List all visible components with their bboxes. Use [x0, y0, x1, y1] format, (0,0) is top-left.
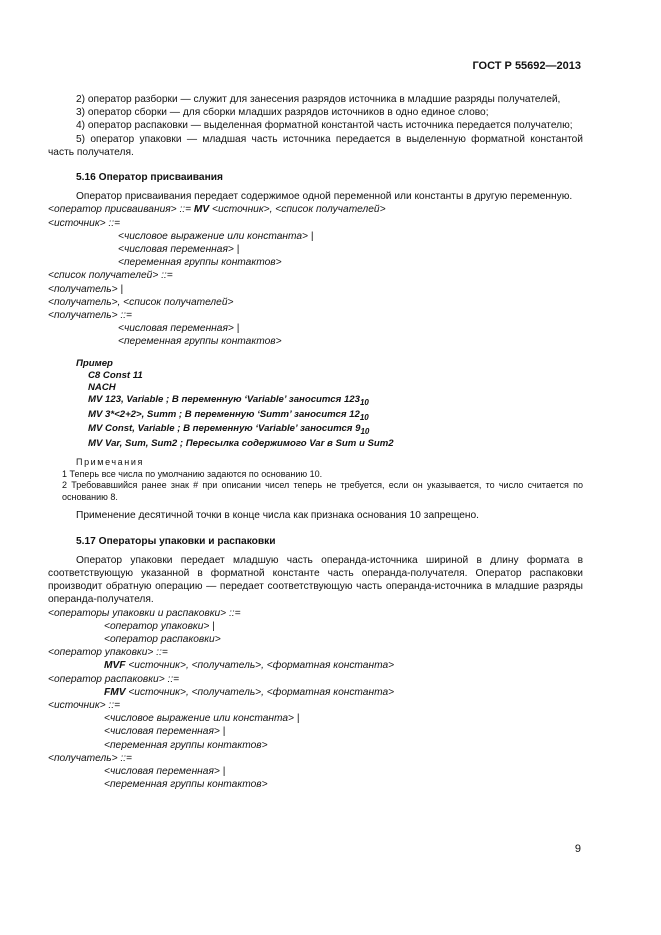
example-block — [48, 358, 583, 451]
list-item: 2) оператор разборки — служит для занесения разрядов источника в младшие разряды получателей, — [76, 94, 561, 105]
grammar-line: MVF <источник>, <получатель>, <форматная константа> — [104, 660, 395, 672]
page-content — [48, 93, 583, 791]
grammar-line: <числовая переменная> | — [118, 323, 240, 335]
grammar-line: <оператор присваивания> ::= MV <источник>, <список получателей> — [48, 204, 386, 216]
grammar-line: FMV <источник>, <получатель>, <форматная константа> — [104, 686, 395, 698]
section-final-paragraph: Применение десятичной точки в конце числа как признака основания 10 запрещено. — [76, 510, 480, 522]
grammar-line: <операторы упаковки и распаковки> ::= — [48, 607, 241, 619]
grammar-line: <числовое выражение или константа> | — [118, 230, 314, 242]
section-intro: Оператор присваивания передает содержимое одной переменной или константы в другую переменную. — [76, 191, 573, 203]
grammar-line: <получатель> | — [48, 283, 124, 295]
grammar-line: <получатель> ::= — [48, 752, 132, 764]
grammar-line: <источник> ::= — [48, 700, 121, 712]
notes-block — [48, 457, 583, 503]
grammar-line: <числовая переменная> | — [104, 726, 226, 738]
grammar-line: <переменная группы контактов> — [104, 779, 268, 791]
section-heading-5-17: 5.17 Операторы упаковки и распаковки — [76, 535, 276, 547]
list-item: 4) оператор распаковки — выделенная форматной константой часть источника передается получателю; — [76, 120, 573, 132]
grammar-line: <оператор распаковки> ::= — [48, 673, 180, 685]
example-line: MV 123, Variable ; В переменную ‘Variable’ заносится $123_{10}$ — [88, 393, 369, 407]
example-line: MV 3*<2+2>, Summ ; В переменную ‘Summ’ заносится $12_{10}$ — [88, 408, 369, 422]
grammar-line: <получатель>, <список получателей> — [48, 296, 234, 308]
grammar-line: <получатель> ::= — [48, 310, 132, 322]
grammar-line: <числовое выражение или константа> | — [104, 713, 300, 725]
grammar-line: <список получателей> ::= — [48, 270, 173, 282]
grammar-line: <оператор упаковки> ::= — [48, 647, 168, 659]
note-item: 2 Требовавшийся ранее знак # при описании чисел теперь не требуется, если он указывается, то число считается по основанию 8. — [62, 480, 583, 502]
grammar-line: <числовая переменная> | — [118, 244, 240, 256]
note-item: 1 Теперь все числа по умолчанию задаются по основанию 10. — [62, 468, 323, 479]
list-item: 5) оператор упаковки — младшая часть источника передается в выделенную форматной константой часть получателя. — [48, 133, 583, 158]
grammar-line: <переменная группы контактов> — [118, 336, 282, 348]
example-line: NACH — [88, 381, 116, 393]
grammar-line: <переменная группы контактов> — [104, 739, 268, 751]
section-heading-5-16: 5.16 Оператор присваивания — [76, 172, 223, 184]
grammar-line: <переменная группы контактов> — [118, 257, 282, 269]
example-line: MV Var, Sum, Sum2 ; Пересылка содержимого Var в Sum и Sum2 — [88, 438, 394, 450]
section-intro: Оператор упаковки передает младшую часть операнда-источника шириной в длину формата в соответствующую указанной в форматной константе часть операнда-получателя. Оператор распаковки производит обратную операцию — передает соответствующую часть операнда-источника в младшие разряды операнда-получателя. — [48, 554, 583, 606]
notes-title: Примечания — [76, 457, 144, 468]
grammar-line: <источник> ::= — [48, 217, 121, 229]
document-header: ГОСТ Р 55692—2013 — [472, 60, 581, 72]
grammar-line: <оператор распаковки> — [104, 634, 221, 645]
example-title: Пример — [76, 357, 113, 369]
example-line: MV Const, Variable ; В переменную ‘Variable’ заносится $9_{10}$ — [88, 423, 370, 437]
example-line: C8 Const 11 — [88, 369, 143, 381]
page-number: 9 — [574, 843, 581, 855]
grammar-line: <оператор упаковки> | — [104, 620, 215, 632]
grammar-line: <числовая переменная> | — [104, 766, 226, 778]
list-item: 3) оператор сборки — для сборки младших разрядов источников в одно единое слово; — [76, 107, 489, 119]
